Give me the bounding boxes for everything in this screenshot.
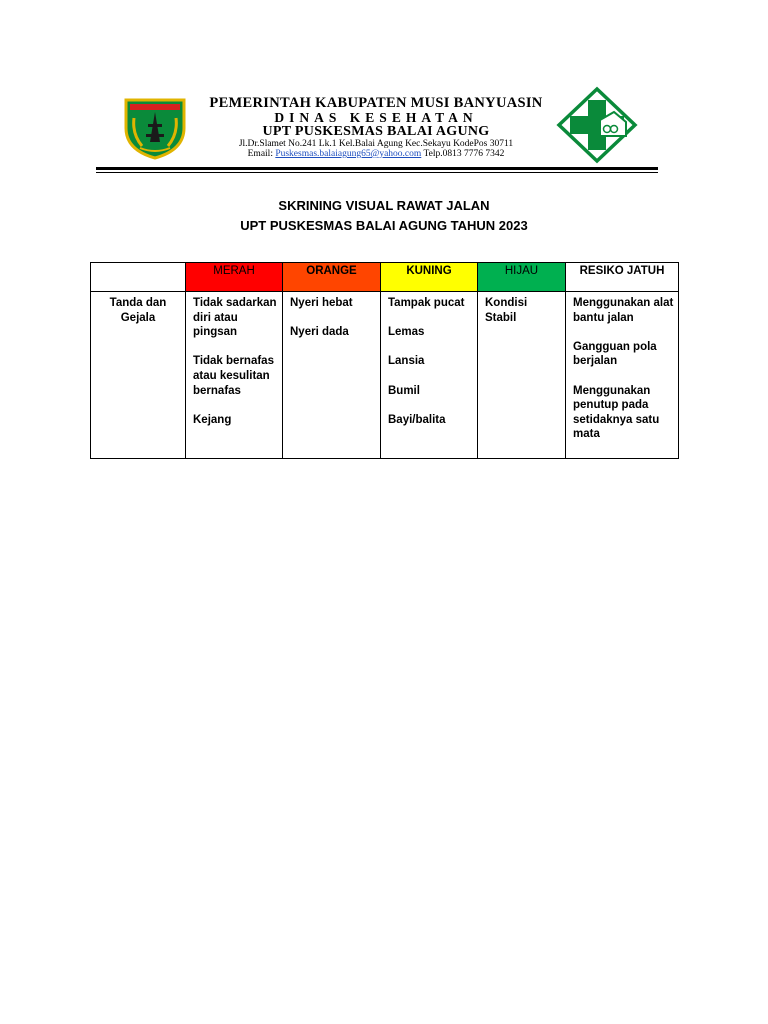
screening-table [90,262,679,459]
header-orange: ORANGE [283,263,381,292]
cell-merah [186,292,283,459]
letterhead-unit: UPT PUSKESMAS BALAI AGUNG [262,124,490,139]
list-item: Gangguan pola berjalan [573,340,657,368]
header-hijau: HIJAU [478,263,566,292]
cell-hijau [478,292,566,459]
phone-number: Telp.0813 7776 7342 [423,149,505,159]
document-subtitle: UPT PUSKESMAS BALAI AGUNG TAHUN 2023 [240,218,528,233]
list-item: Nyeri hebat [290,297,353,309]
list-item: Lemas [388,326,425,339]
list-item: Menggunakan penutup pada setidaknya satu mata [573,384,660,441]
cell-orange [283,292,381,459]
header-kuning: KUNING [381,263,478,292]
letterhead-contact [196,149,556,159]
letterhead-department: DINAS KESEHATAN [274,110,478,125]
regency-crest-icon [120,94,190,160]
list-item: Bayi/balita [388,413,446,426]
header-merah: MERAH [186,263,283,292]
list-item: Bumil [388,384,420,397]
letterhead-government: PEMERINTAH KABUPATEN MUSI BANYUASIN [209,95,543,111]
cell-kuning [381,292,478,459]
email-label: Email: [247,149,273,159]
letterhead-address: Jl.Dr.Slamet No.241 Lk.1 Kel.Balai Agung Kec.Sekayu KodePos 30711 [238,139,514,149]
list-item: Lansia [388,355,425,368]
email-link[interactable]: Puskesmas.balaiagung65@yahoo.com [275,149,422,159]
header-resiko-jatuh: RESIKO JATUH [566,263,679,292]
list-item: Tampak pucat [388,297,465,309]
list-item: Tidak sadarkan diri atau pingsan [193,297,277,339]
puskesmas-cross-icon [556,86,638,164]
header-empty [91,263,186,292]
list-item: Menggunakan alat bantu jalan [573,297,674,324]
list-item: Kejang [193,413,232,426]
list-item: Nyeri dada [290,326,349,339]
list-item: Tidak bernafas atau kesulitan bernafas [193,355,274,397]
table-header-row [91,263,679,292]
letterhead-divider-thin [96,172,658,173]
letterhead-divider-thick [96,167,658,170]
document-title: SKRINING VISUAL RAWAT JALAN [278,198,490,213]
list-item: Kondisi Stabil [485,297,528,324]
row-label: Tanda dan Gejala [91,292,186,459]
table-row [91,292,679,459]
cell-resiko-jatuh [566,292,679,459]
